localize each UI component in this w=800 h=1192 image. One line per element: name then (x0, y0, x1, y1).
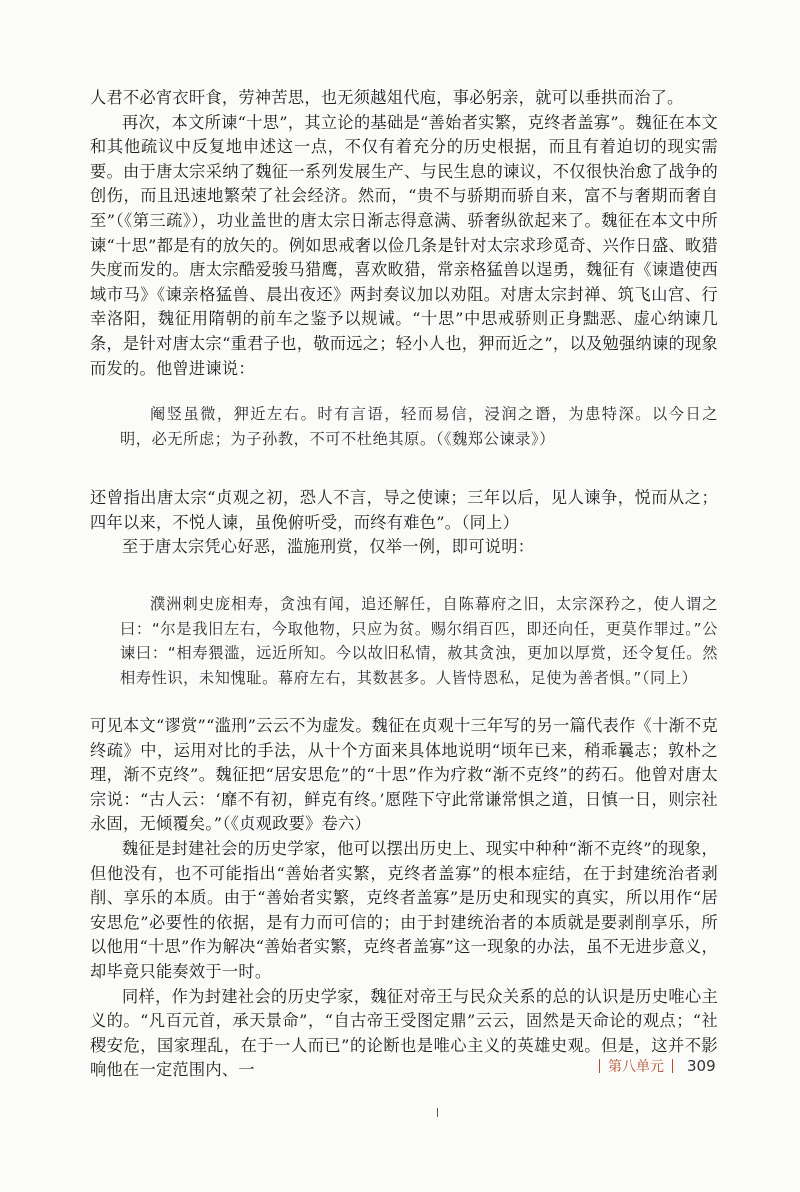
footer-divider-right (672, 1059, 673, 1073)
paragraph-example-intro: 至于唐太宗凭心好恶，滥施刑赏，仅举一例，即可说明： (122, 537, 535, 557)
text-section-1 (90, 86, 718, 381)
binding-mark (437, 1108, 438, 1117)
text-section-3 (90, 714, 718, 1083)
quote-text: 阉竖虽微，狎近左右。时有言语，轻而易信，浸润之谮，为患特深。以今日之明，必无所虑；为子孙教，不可不杜绝其原。（《魏郑公谏录》） (120, 405, 718, 448)
quote-text: 濮洲刺史庞相寿，贪浊有闻，追还解任，自陈幕府之旧，太宗深矜之，使人谓之曰：“尔是我旧左右，今取他物，只应为贫。赐尔绢百匹，即还向任，更莫作罪过。”公谏曰：“相寿猥滥，远近所知。今以故旧私情，赦其贪浊，更加以厚赏，还令复任。然相寿性识，未知愧耻。幕府左右，其数甚多。人皆恃恩私，足使为善者惧。”（同上） (120, 595, 718, 687)
block-quote-1 (120, 402, 718, 451)
page-number: 309 (687, 1057, 716, 1075)
paragraph-ten-thoughts: 再次，本文所谏“十思”，其立论的基础是“善始者实繁，克终者盖寡”。魏征在本文和其他疏议中反复地申述这一点，不仅有着充分的历史根据，而且有着迫切的现实需要。由于唐太宗采纳了魏征一系列发展生产、与民生息的谏议，不仅很快治愈了战争的创伤，而且迅速地繁荣了社会经济。然而，“贵不与骄期而骄自来，富不与奢期而奢自至”（《第三疏》），功业盖世的唐太宗日渐志得意满、骄奢纵欲起来了。魏征在本文中所谏“十思”都是有的放矢的。例如思戒奢以俭几条是针对太宗求珍觅奇、兴作日盛、畋猎失度而发的。唐太宗酷爱骏马猎鹰，喜欢畋猎，常亲格猛兽以逞勇，魏征有《谏遣使西域市马》《谏亲格猛兽、晨出夜还》两封奏议加以劝阻。对唐太宗封禅、筑飞山宫、行幸洛阳，魏征用隋朝的前车之鉴予以规诫。“十思”中思戒骄则正身黜恶、虚心纳谏几条，是针对唐太宗“重君子也，敬而远之；轻小人也，狎而近之”，以及勉强纳谏的现象而发的。他曾进谏说： (90, 112, 718, 378)
paragraph-historian: 魏征是封建社会的历史学家，他可以摆出历史上、现实中种种“渐不克终”的现象，但他没有，也不可能指出“善始者实繁，克终者盖寡”的根本症结，在于封建统治者剥削、享乐的本质。由于“善始者实繁，克终者盖寡”是历史和现实的真实，所以用作“居安思危”必要性的依据，是有力而可信的；由于封建统治者的本质就是要剥削享乐，所以他用“十思”作为解决“善始者实繁，克终者盖寡”这一现象的办法，虽不无进步意义，却毕竟只能奏效于一时。 (90, 838, 718, 981)
paragraph-conclusion: 可见本文“谬赏”“滥刑”云云不为虚发。魏征在贞观十三年写的另一篇代表作《十渐不克终疏》中，运用对比的手法，从十个方面来具体地说明“顷年已来，稍乖曩志；敦朴之理，渐不克终”。魏征把“居安思危”的“十思”作为疗救“渐不克终”的药石。他曾对唐太宗说：“古人云：‘靡不有初，鲜克有终。’愿陛下守此常谦常惧之道，日慎一日，则宗社永固，无倾覆矣。”（《贞观政要》卷六） (90, 716, 718, 834)
paragraph-zhenguan: 还曾指出唐太宗“贞观之初，恐人不言，导之使谏；三年以后，见人谏争，悦而从之；四年以来，不悦人谏，虽俛俯听受，而终有难色”。（同上） (90, 488, 718, 532)
unit-label: 第八单元 (608, 1059, 664, 1075)
text-section-2 (90, 486, 718, 560)
paragraph-idealism: 同样，作为封建社会的历史学家，魏征对帝王与民众关系的总的认识是历史唯心主义的。“凡百元首，承天景命”，“自古帝王受图定鼎”云云，固然是天命论的观点；“社稷安危，国家理乱，在于一人而已”的论断也是唯心主义的英雄史观。但是，这并不影响他在一定范围内、一 (90, 986, 718, 1080)
paragraph-continued: 人君不必宵衣旰食，劳神苦思，也无须越俎代庖，事必躬亲，就可以垂拱而治了。 (90, 88, 684, 107)
footer-divider-left (599, 1059, 600, 1073)
block-quote-2 (120, 592, 718, 690)
page-footer (599, 1054, 729, 1078)
